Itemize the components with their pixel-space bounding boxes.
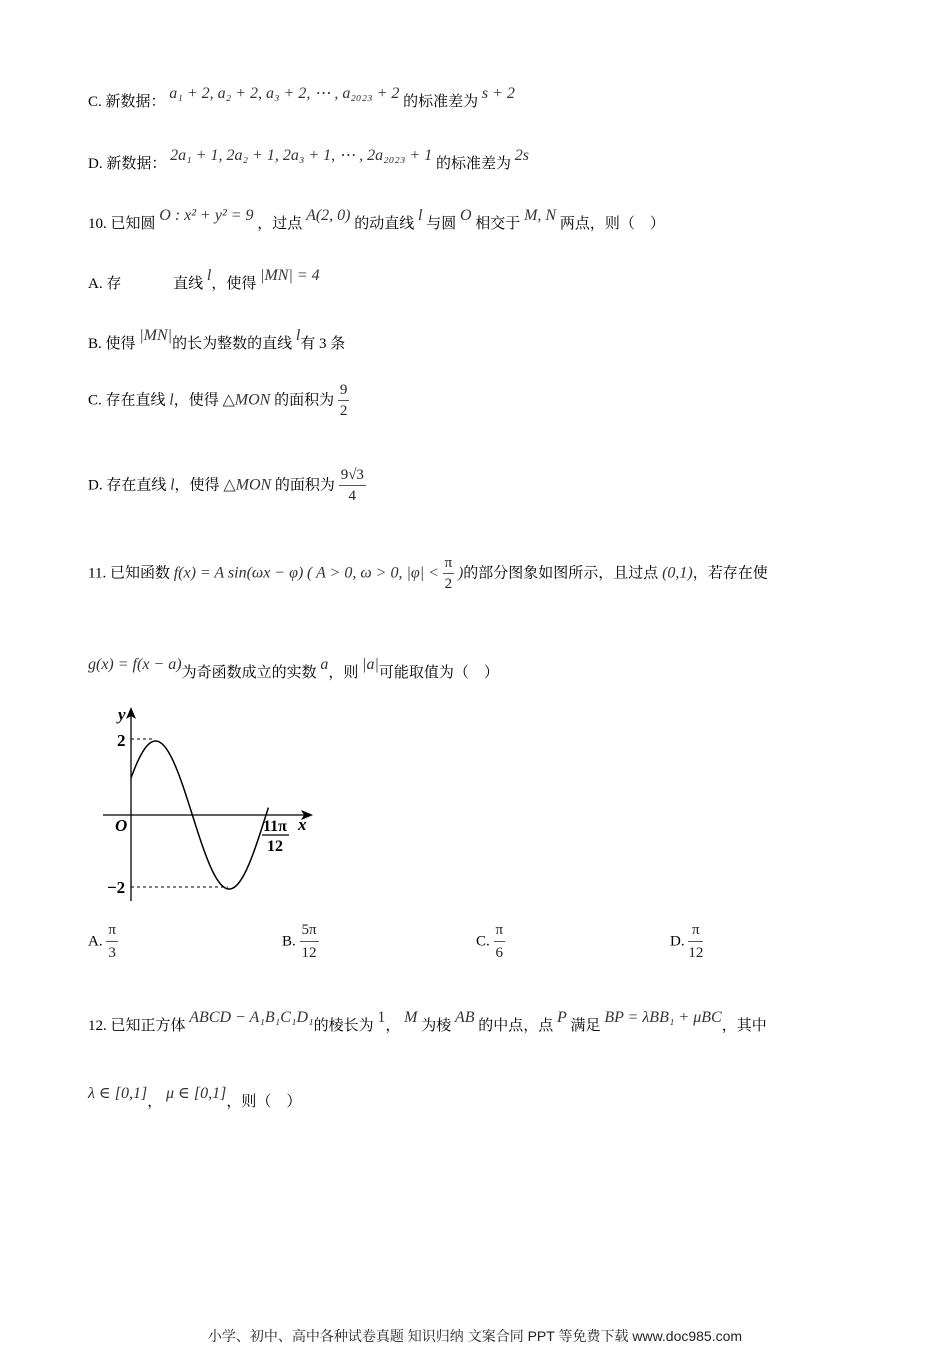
fraction-numerator: π bbox=[494, 922, 506, 942]
math-expression: P bbox=[557, 1009, 567, 1026]
math-expression: s + 2 bbox=[481, 85, 515, 102]
x-tick-label-numerator: 11π bbox=[263, 818, 287, 835]
text: 为奇函数成立的实数 bbox=[181, 665, 317, 681]
fraction bbox=[443, 556, 455, 592]
option-label: C. 新数据： bbox=[88, 94, 166, 110]
fraction bbox=[300, 922, 319, 962]
math-expression: a₁ + 2, a₂ + 2, a₃ + 2, ⋯ , a₂₀₂₃ + 2 bbox=[169, 85, 400, 102]
option-label: B. bbox=[282, 933, 296, 950]
page-footer: 小学、初中、高中各种试卷真题 知识归纳 文案合同 PPT 等免费下载 www.doc985.com bbox=[207, 1328, 743, 1344]
math-expression: 2a₁ + 1, 2a₂ + 1, 2a₃ + 1, ⋯ , 2a₂₀₂₃ + 1 bbox=[170, 147, 433, 164]
math-expression: l bbox=[295, 327, 301, 344]
x-tick-label-denominator: 12 bbox=[267, 838, 283, 855]
math-expression: l bbox=[206, 267, 212, 284]
question-number: 10. 已知圆 bbox=[88, 216, 156, 232]
q10-option-d bbox=[88, 468, 366, 504]
fraction-numerator: π bbox=[688, 922, 703, 942]
q10-stem bbox=[88, 207, 665, 232]
q11-stem-line2 bbox=[88, 656, 499, 681]
math-expression: M bbox=[404, 1009, 418, 1026]
math-expression: △MON bbox=[222, 391, 271, 409]
fraction-numerator: 9√3 bbox=[339, 468, 366, 486]
q9-option-c bbox=[88, 85, 515, 110]
text: 的棱长为 bbox=[313, 1018, 374, 1034]
text: 的面积为 bbox=[270, 392, 335, 409]
math-expression: l bbox=[170, 476, 175, 494]
math-expression: l bbox=[169, 391, 174, 409]
q12-stem-line1 bbox=[88, 1009, 767, 1034]
math-expression: 2s bbox=[514, 147, 529, 164]
q9-option-d bbox=[88, 147, 529, 172]
text: ， bbox=[385, 1018, 401, 1034]
math-expression: |a| bbox=[362, 656, 379, 673]
text: ，则（ ） bbox=[226, 1094, 302, 1110]
q11-option-c bbox=[476, 922, 505, 962]
math-expression: △MON bbox=[223, 476, 272, 494]
text: 有 3 条 bbox=[300, 336, 346, 352]
text: ，其中 bbox=[721, 1018, 767, 1034]
q12-stem-line2 bbox=[88, 1085, 302, 1110]
option-label: B. 使得 bbox=[88, 336, 136, 352]
x-axis-label: x bbox=[298, 815, 307, 834]
y-axis-label: y bbox=[118, 705, 126, 724]
text: ，过点 bbox=[257, 216, 303, 232]
function-graph bbox=[95, 703, 335, 908]
fraction bbox=[106, 922, 118, 962]
origin-label: O bbox=[115, 816, 128, 835]
text: 的面积为 bbox=[271, 477, 335, 494]
math-expression: AB bbox=[454, 1009, 475, 1026]
math-expression: O bbox=[459, 207, 472, 224]
q11-option-a bbox=[88, 922, 118, 962]
text: 的标准差为 bbox=[435, 156, 511, 172]
math-expression: BP = λBB₁ + μBC bbox=[604, 1009, 722, 1026]
math-expression: |MN| = 4 bbox=[260, 267, 320, 284]
fraction-numerator: 5π bbox=[300, 922, 319, 942]
math-expression: |MN| bbox=[139, 327, 173, 344]
question-number: 12. 已知正方体 bbox=[88, 1018, 186, 1034]
q10-option-c bbox=[88, 383, 349, 419]
text: 两点，则（ ） bbox=[559, 216, 665, 232]
option-label: D. 存在直线 bbox=[88, 477, 167, 494]
option-label: A. 存 bbox=[88, 276, 122, 292]
math-expression: ABCD − A₁B₁C₁D₁ bbox=[189, 1009, 314, 1026]
fraction-numerator: π bbox=[106, 922, 118, 942]
math-expression: 1 bbox=[377, 1009, 386, 1026]
q10-option-b bbox=[88, 327, 346, 352]
option-label: A. bbox=[88, 933, 103, 950]
math-expression: O : x² + y² = 9 bbox=[159, 207, 254, 224]
text: ，使得 bbox=[173, 392, 219, 409]
y-tick-label-max: 2 bbox=[117, 731, 126, 750]
fraction-denominator: 3 bbox=[108, 945, 116, 961]
fraction-denominator: 2 bbox=[444, 576, 453, 592]
fraction-denominator: 4 bbox=[348, 488, 357, 504]
text: 的长为整数的直线 bbox=[172, 336, 293, 352]
text: ，使得 bbox=[211, 276, 257, 292]
q11-option-d bbox=[670, 922, 703, 962]
math-expression: M, N bbox=[524, 207, 557, 224]
text: ，使得 bbox=[174, 477, 220, 494]
question-number: 11. 已知函数 bbox=[88, 565, 170, 582]
math-expression: ( A > 0, ω > 0, |φ| < bbox=[307, 564, 439, 582]
text: 的动直线 bbox=[354, 216, 415, 232]
fraction bbox=[339, 468, 366, 504]
text: 满足 bbox=[570, 1018, 601, 1034]
text: 的标准差为 bbox=[403, 94, 479, 110]
math-expression: ) bbox=[457, 564, 464, 582]
fraction bbox=[494, 922, 506, 962]
math-expression: μ ∈ [0,1] bbox=[166, 1085, 227, 1102]
y-tick-label-min: −2 bbox=[107, 878, 126, 897]
text: ，若存在使 bbox=[692, 565, 768, 582]
fraction bbox=[688, 922, 703, 962]
q11-option-b bbox=[282, 922, 319, 962]
fraction-denominator: 12 bbox=[688, 945, 704, 961]
text: ，则 bbox=[328, 665, 359, 681]
math-expression: A(2, 0) bbox=[306, 207, 351, 224]
text: 为棱 bbox=[421, 1018, 452, 1034]
text: 可能取值为（ ） bbox=[378, 665, 499, 681]
fraction-numerator: π bbox=[443, 556, 455, 574]
math-expression: (0,1) bbox=[662, 564, 693, 582]
text: ， bbox=[147, 1094, 163, 1110]
text: 的中点，点 bbox=[478, 1018, 554, 1034]
text: 直线 bbox=[173, 276, 204, 292]
q11-stem-line1 bbox=[88, 556, 768, 592]
option-label: C. bbox=[476, 933, 490, 950]
math-expression: l bbox=[418, 207, 423, 224]
q10-option-a bbox=[88, 267, 320, 292]
fraction-denominator: 2 bbox=[339, 403, 348, 419]
option-label: D. 新数据： bbox=[88, 156, 167, 172]
fraction bbox=[338, 383, 350, 419]
text: 相交于 bbox=[475, 216, 521, 232]
text: 的部分图象如图所示，且过点 bbox=[463, 565, 659, 582]
math-expression: f(x) = A sin(ωx − φ) bbox=[173, 564, 304, 582]
math-expression: g(x) = f(x − a) bbox=[88, 656, 182, 673]
text: 与圆 bbox=[426, 216, 457, 232]
math-expression: λ ∈ [0,1] bbox=[88, 1085, 148, 1102]
fraction-denominator: 12 bbox=[301, 945, 317, 961]
fraction-denominator: 6 bbox=[495, 945, 504, 961]
option-label: D. bbox=[670, 933, 685, 950]
fraction-numerator: 9 bbox=[338, 383, 350, 401]
math-expression: a bbox=[320, 656, 329, 673]
option-label: C. 存在直线 bbox=[88, 392, 166, 409]
